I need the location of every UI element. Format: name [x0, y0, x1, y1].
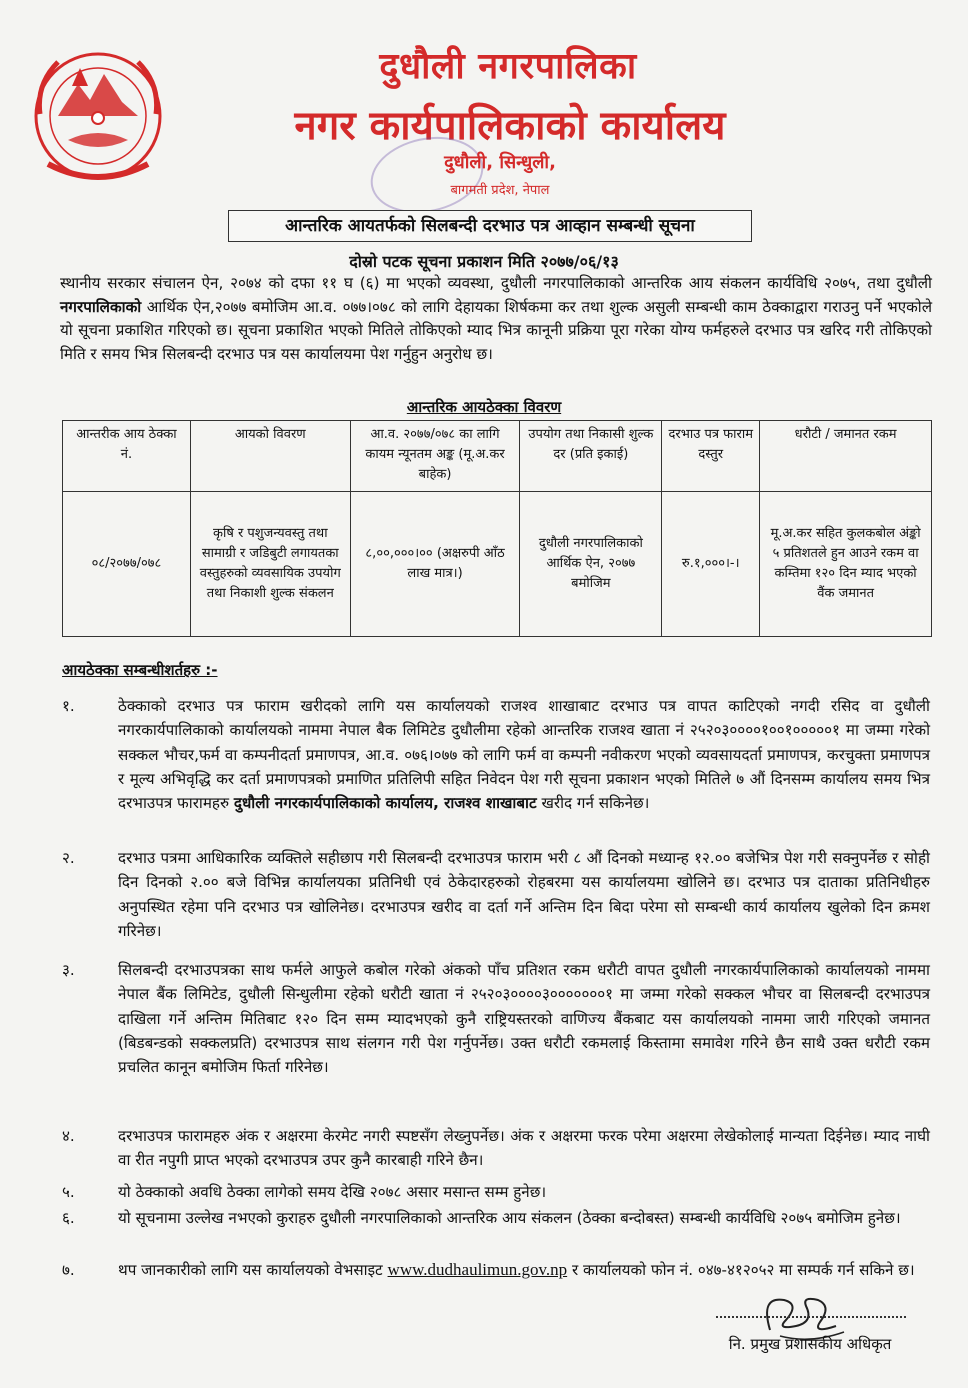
- condition-text-main: ठेक्काको दरभाउ पत्र फाराम खरीदको लागि यस कार्यालयको राजश्व शाखाबाट दरभाउ पत्र वापत काटिएको नगदी रसिद वा दुधौली नगरकार्यपालिकाको कार्यालयको नाममा नेपाल बैक लिमिटेड दुधौलीमा रहेको आन्तरिक राजश्व खाता नं २५२०३००००१००१०००००१ मा जम्मा गरेको सक्कल भौचर,फर्म वा कम्पनीदर्ता प्रमाणपत्र, आ.व. ०७६।०७७ को लागि फर्म वा कम्पनी नवीकरण भएको व्यवसायदर्ता प्रमाणपत्र, करचुक्ता प्रमाणपत्र र मूल्य अभिवृद्धि कर दर्ता प्रमाणपत्रको प्रमाणित प्रतिलिपी सहित निवेदन पेश गरी सूचना प्रकाशन भएको मितिले ७ औं दिनसम्म कार्यालय समय भित्र दरभाउपत्र फारामहरु: [118, 697, 930, 813]
- office-name: नगर कार्यपालिकाको कार्यालय: [294, 103, 726, 149]
- revenue-contract-table: [62, 420, 932, 637]
- cell-form-fee: रु.१,०००।-।: [662, 492, 760, 637]
- nepal-emblem-icon: [28, 44, 168, 192]
- condition-text: यो ठेक्काको अवधि ठेक्का लागेको समय देखि २०७८ असार मसान्त सम्म हुनेछ।: [118, 1183, 547, 1201]
- condition-text: [118, 1258, 930, 1282]
- table-header-row: [63, 421, 932, 492]
- condition-number: ५.: [62, 1183, 75, 1201]
- conditions-title: आयठेक्का सम्बन्धीशर्तहरु :-: [62, 661, 218, 679]
- condition-number: ४.: [62, 1127, 75, 1145]
- website-link[interactable]: www.dudhaulimun.gov.np: [387, 1260, 568, 1279]
- cell-revenue-description: कृषि र पशुजन्यवस्तु तथा सामाग्री र जडिबुटी लगायतका वस्तुहरुको व्यवसायिक उपयोग तथा निकाशी शुल्क संकलन: [190, 492, 350, 637]
- condition-number: ७.: [62, 1261, 75, 1279]
- condition-text: दरभाउपत्र फारामहरु अंक र अक्षरमा केरमेट नगरी स्पष्टसँग लेख्नुपर्नेछ। अंक र अक्षरमा फरक परेमा अक्षरमा लेखेकोलाई मान्यता दिईनेछ। म्याद नाघी वा रीत नपुगी प्राप्त भएको दरभाउपत्र उपर कुनै कारबाही गरिने छैन।: [118, 1127, 930, 1170]
- condition-text: सिलबन्दी दरभाउपत्रका साथ फर्मले आफुले कबोल गरेको अंकको पाँच प्रतिशत रकम धरौटी वापत दुधौली नगरकार्यपालिकाको कार्यालयको नाममा नेपाल बैंक लिमिटेड, दुधौली सिन्धुलीमा रहेको धरौटी खाता नं २५२०३००००३०००००००१ मा जम्मा गरेको सक्कल भौचर वा सिलबन्दी दरभाउपत्र दाखिला गर्ने अन्तिम मितिबाट १२० दिन सम्म म्यादभएको कुनै राष्ट्रियस्तरको वाणिज्य बैंकबाट यस कार्यालयको नाममा जारी गरिएको जमानत (बिडबन्डको सक्कलप्रति) दरभाउपत्र साथ संलगन गरी पेश गर्नुपर्नेछ। उक्त धरौटी रकमलाई किस्तामा समावेश गरिने छैन साथै उक्त धरौटी रकम प्रचलित कानून बमोजिम फिर्ता गरिनेछ।: [118, 961, 930, 1077]
- header-deposit: धरौटी / जमानत रकम: [760, 421, 932, 492]
- header-form-fee: दरभाउ पत्र फाराम दस्तुर: [662, 421, 760, 492]
- publication-date: दोस्रो पटक सूचना प्रकाशन मिति २०७७/०६/१३: [349, 252, 619, 271]
- condition-text-main: थप जानकारीको लागि यस कार्यालयको वेभसाइट: [118, 1261, 388, 1279]
- office-location: दुधौली, सिन्धुली,: [444, 152, 556, 173]
- intro-text-c: आर्थिक ऐन,२०७७ बमोजिम आ.व. ०७७।०७८ को लागि देहायका शिर्षकमा कर तथा शुल्क असुली सम्बन्धी काम ठेक्काद्वारा गराउनु पर्ने भएकोले यो सूचना प्रकाशित गरिएको छ। सूचना प्रकाशित भएको मितिले तोकिएको म्याद भित्र कानूनी प्रक्रिया पूरा गरेका योग्य फर्महरुले दरभाउ पत्र खरिद गरी तोकिएको मिति र समय भित्र सिलबन्दी दरभाउ पत्र यस कार्यालयमा पेश गर्नुहुन अनुरोध छ।: [60, 297, 932, 363]
- header-revenue-description: आयको विवरण: [190, 421, 350, 492]
- condition-text-tail: र कार्यालयको फोन नं. ०४७-४१२०५२ मा सम्पर्क गर्न सकिने छ।: [567, 1261, 915, 1279]
- notice-subject: आन्तरिक आयतर्फको सिलबन्दी दरभाउ पत्र आव्हान सम्बन्धी सूचना: [228, 210, 752, 242]
- condition-number: २.: [62, 849, 75, 867]
- cell-fee-rate: दुधौली नगरपालिकाको आर्थिक ऐन, २०७७ बमोजिम: [520, 492, 662, 637]
- header-minimum-amount: आ.व. २०७७/०७८ का लागि कायम न्यूनतम अङ्क (मू.अ.कर बाहेक): [350, 421, 520, 492]
- condition-text: यो सूचनामा उल्लेख नभएको कुराहरु दुधौली नगरपालिकाको आन्तरिक आय संकलन (ठेक्का बन्दोबस्त) सम्बन्धी कार्यविधि २०७५ बमोजिम हुनेछ।: [118, 1209, 901, 1227]
- office-province: बागमती प्रदेश, नेपाल: [450, 183, 550, 198]
- intro-text-a: स्थानीय सरकार संचालन ऐन, २०७४ को दफा ११ घ (६) मा भएको व्यवस्था, दुधौली नगरपालिकाको आन्तरिक आय संकलन कार्यविधि २०७५, तथा दुधौली: [60, 274, 932, 292]
- condition-number: ६.: [62, 1209, 75, 1227]
- condition-text: [118, 694, 930, 815]
- condition-text-bold: दुधौली नगरकार्यपालिकाको कार्यालय, राजश्व शाखाबाट: [233, 794, 537, 813]
- condition-text-tail: खरीद गर्न सकिनेछ।: [536, 794, 650, 813]
- table-row: [63, 492, 932, 637]
- header-fee-rate: उपयोग तथा निकासी शुल्क दर (प्रति इकाई): [520, 421, 662, 492]
- condition-text: दरभाउ पत्रमा आधिकारिक व्यक्तिले सहीछाप गरी सिलबन्दी दरभाउपत्र फाराम भरी ८ औं दिनको मध्यान्ह १२.०० बजेभित्र पेश गरी सक्नुपर्नेछ र सोही दिन दिनको २.०० बजे विभिन्न कार्यालयका प्रतिनिधी एवं ठेकेदारहरुको रोहबरमा यस कार्यालयमा खोलिने छ। दरभाउ पत्र दाताका प्रतिनिधीहरु अनुपस्थित रहेमा पनि दरभाउ पत्र खोलिनेछ। दरभाउपत्र खरीद वा दर्ता गर्ने अन्तिम दिन बिदा परेमा सो सम्बन्धी कार्य कार्यालय खुलेको दिन क्रमश गरिनेछ।: [118, 849, 930, 940]
- cell-deposit: मू.अ.कर सहित कुलकबोल अंङ्को ५ प्रतिशतले हुन आउने रकम वा कम्तिमा १२० दिन म्याद भएको वैंक जमानत: [760, 492, 932, 637]
- cell-minimum-amount: ८,००,०००।०० (अक्षरुपी आँठ लाख मात्र।): [350, 492, 520, 637]
- intro-paragraph: [60, 272, 932, 366]
- signatory-title: नि. प्रमुख प्रशासकीय अधिकृत: [728, 1335, 892, 1353]
- table-title: आन्तरिक आयठेक्का विवरण: [406, 398, 562, 416]
- condition-number: १.: [62, 697, 75, 715]
- cell-contract-no: ०८/२०७७/०७८: [63, 492, 191, 637]
- header-contract-no: आन्तरीक आय ठेक्का नं.: [63, 421, 191, 492]
- intro-text-b: नगरपालिकाको: [60, 297, 142, 316]
- condition-number: ३.: [62, 961, 75, 979]
- signature-line: [716, 1316, 906, 1318]
- municipality-name: दुधौली नगरपालिका: [379, 46, 637, 87]
